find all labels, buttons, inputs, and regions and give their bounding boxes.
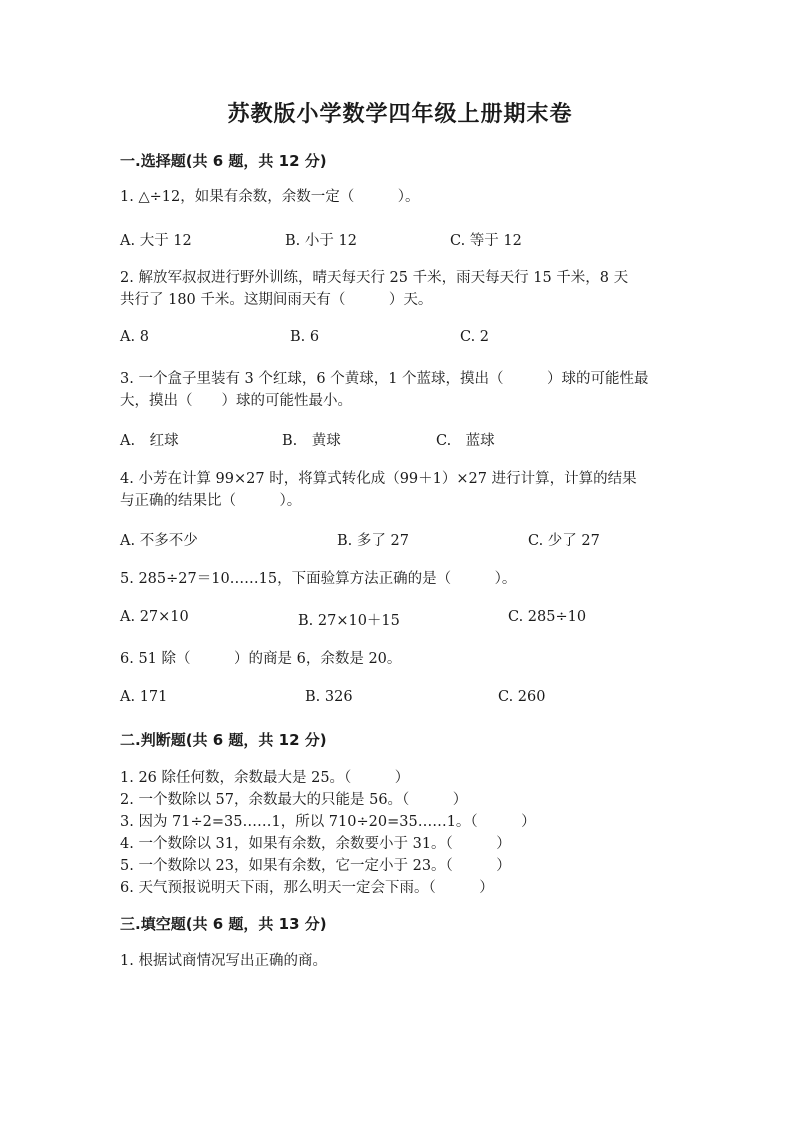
section-heading-fill: 三.填空题(共 6 题，共 13 分) [120,915,327,933]
question-text: 1. △÷12，如果有余数，余数一定（ ）。 [120,189,420,205]
question-text: 4. 小芳在计算 99×27 时，将算式转化成（99＋1）×27 进行计算，计算的结果 [120,471,637,487]
section-heading-choice: 一.选择题(共 6 题，共 12 分) [120,152,327,170]
option-c: C. 2 [460,329,490,345]
option-b: B. 27×10＋15 [298,613,400,629]
option-b: B. 326 [305,689,353,705]
judge-item: 1. 26 除任何数，余数最大是 25。（ ） [120,770,410,786]
option-c: C. 蓝球 [436,433,495,449]
section-heading-judge: 二.判断题(共 6 题，共 12 分) [120,731,327,749]
option-a: A. 8 [120,329,149,345]
option-a: A. 171 [120,689,168,705]
option-a: A. 27×10 [120,609,189,625]
option-c: C. 等于 12 [450,233,522,249]
option-c: C. 285÷10 [508,609,587,625]
option-c: C. 少了 27 [528,533,600,549]
option-a: A. 红球 [120,433,179,449]
question-text: 共行了 180 千米。这期间雨天有（ ）天。 [120,292,433,308]
option-b: B. 6 [290,329,320,345]
option-b: B. 黄球 [282,433,341,449]
option-c: C. 260 [498,689,546,705]
question-text: 与正确的结果比（ ）。 [120,493,302,509]
judge-item: 4. 一个数除以 31，如果有余数，余数要小于 31。（ ） [120,836,511,852]
question-text: 2. 解放军叔叔进行野外训练，晴天每天行 25 千米，雨天每天行 15 千米，8 天 [120,270,629,286]
judge-item: 3. 因为 71÷2=35……1，所以 710÷20=35……1。（ ） [120,814,536,830]
judge-item: 5. 一个数除以 23，如果有余数，它一定小于 23。（ ） [120,858,511,874]
question-text: 5. 285÷27＝10……15，下面验算方法正确的是（ ）。 [120,571,517,587]
question-text: 大，摸出（ ）球的可能性最小。 [120,393,352,409]
option-a: A. 不多不少 [120,533,198,549]
option-a: A. 大于 12 [120,233,192,249]
judge-item: 6. 天气预报说明天下雨，那么明天一定会下雨。（ ） [120,880,494,896]
question-text: 1. 根据试商情况写出正确的商。 [120,953,327,969]
option-b: B. 多了 27 [337,533,409,549]
judge-item: 2. 一个数除以 57，余数最大的只能是 56。（ ） [120,792,468,808]
question-text: 3. 一个盒子里装有 3 个红球，6 个黄球，1 个蓝球，摸出（ ）球的可能性最 [120,371,649,387]
option-b: B. 小于 12 [285,233,357,249]
question-text: 6. 51 除（ ）的商是 6，余数是 20。 [120,651,402,667]
page-title: 苏教版小学数学四年级上册期末卷 [227,101,573,127]
